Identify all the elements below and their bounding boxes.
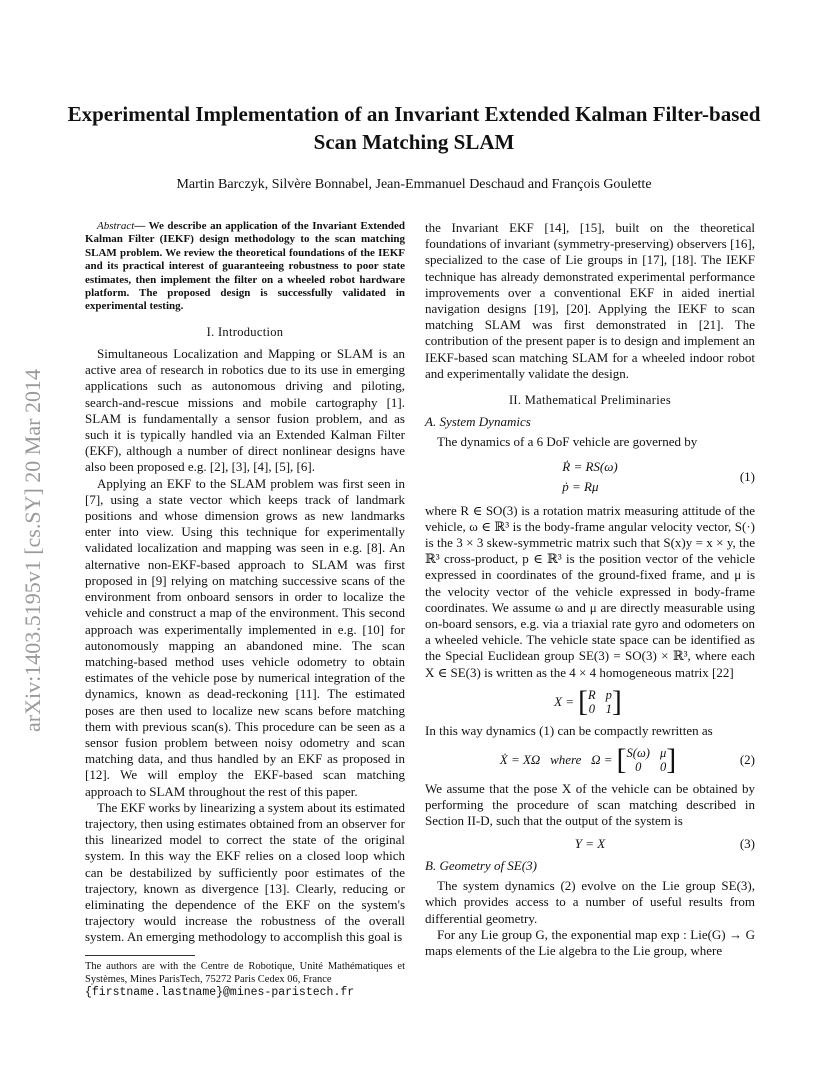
eq3-body: Y = X xyxy=(574,835,606,851)
intro-paragraph-1: Simultaneous Localization and Mapping or SLAM is an active area of research in robotics due to its use in emerging applications such as autonomous driving and piloting, search-and-rescue missions and mobile cartography [1]. SLAM is fundamentally a sensor fusion problem, and as such it is typically handled via an Extended Kalman Filter (EKF), although a number of direct nonlinear designs have also been proposed e.g. [2], [3], [4], [5], [6]. xyxy=(85,346,405,475)
right-paragraph-1: the Invariant EKF [14], [15], built on the theoretical foundations of invariant (symmetry-preserving) observers [16], specialized to the case of Lie groups in [17], [18]. The IEKF technique has already demonstrated experimental performance improvements over a conventional EKF in aided inertial navigation designs [19], [20]. Applying the IEKF to scan matching SLAM was first demonstrated in [21]. The contribution of the present paper is to design and implement an IEKF-based scan matching SLAM for a wheeled indoor robot and experimentally validate the design. xyxy=(425,220,755,381)
math-heading: II. Mathematical Preliminaries xyxy=(508,393,672,408)
omega-matrix-cell: 0 xyxy=(635,760,642,775)
pose-paragraph: We assume that the pose X of the vehicle can be obtained by performing the procedure of scan matching described in Section II-D, such that the output of the system is xyxy=(425,781,755,829)
right-column xyxy=(425,220,755,959)
subsection-b-heading: B. Geometry of SE(3) xyxy=(425,857,537,873)
equation-x-matrix xyxy=(425,684,755,718)
dynamics-paragraph: where R ∈ SO(3) is a rotation matrix measuring attitude of the vehicle, ω ∈ ℝ³ is the body-frame angular velocity vector, S(·) is the 3 × 3 skew-symmetric matrix such that S(x)y = x × y, the ℝ³ cross-product, p ∈ ℝ³ is the position vector of the vehicle expressed in coordinates of the ground-fixed frame, and μ is the velocity vector of the vehicle expressed in body-frame coordinates. We assume ω and μ are directly measurable using on-board sensors, e.g. via a triaxial rate gyro and odometers on a wheeled vehicle. The vehicle state space can be identified as the Special Euclidean group SE(3) = SO(3) × ℝ³, where each X ∈ SE(3) is written as the 4 × 4 homogeneous matrix [22] xyxy=(425,502,755,680)
x-matrix: [ R p 0 1 ] xyxy=(578,684,622,718)
omega-matrix-cell: S(ω) xyxy=(626,746,650,761)
eq2-left: Ẋ = XΩ where Ω = xyxy=(499,751,613,767)
author-list: Martin Barczyk, Silvère Bonnabel, Jean-Emmanuel Deschaud and François Goulette xyxy=(176,177,652,192)
x-matrix-cell: 1 xyxy=(605,701,612,716)
eq3-number: (3) xyxy=(739,835,755,851)
arxiv-stamp xyxy=(18,262,48,732)
eq2-number: (2) xyxy=(739,751,755,767)
left-column xyxy=(85,220,405,946)
intro-paragraph-3: The EKF works by linearizing a system about its estimated trajectory, then using estimates obtained from an observer for this linearized model to correct the state of the original system. In this way the EKF relies on a closed loop which can be destabilized by sufficiently poor estimates of the trajectory, known as divergence [13]. Clearly, reducing or eliminating the dependence of the EKF on the system's trajectory would increase the robustness of the overall system. An emerging methodology to accomplish this goal is xyxy=(85,799,405,945)
equation-1 xyxy=(425,457,755,497)
equation-2 xyxy=(425,745,755,775)
geometry-paragraph-1: The system dynamics (2) evolve on the Lie group SE(3), which provides access to a number of useful results from differential geometry. xyxy=(425,878,755,926)
eq1-line-1: Ṙ = RS(ω) xyxy=(562,458,618,474)
eq1-line-2: ṗ = Rμ xyxy=(562,478,599,494)
x-matrix-cell: 0 xyxy=(588,701,595,716)
dynamics-intro: The dynamics of a 6 DoF vehicle are governed by xyxy=(437,434,698,450)
equation-3 xyxy=(425,836,755,852)
eq1-number: (1) xyxy=(739,468,755,484)
footnote-text: The authors are with the Centre de Robotique, Unité Mathématiques et Systèmes, Mines ParisTech, 75272 Paris Cedex 06, France xyxy=(85,961,405,985)
arxiv-stamp-text: arXiv:1403.5195v1 [cs.SY] 20 Mar 2014 xyxy=(20,369,45,732)
omega-matrix: [ S(ω) μ 0 0 ] xyxy=(616,743,677,777)
dynamics-rewrite: In this way dynamics (1) can be compactly rewritten as xyxy=(425,722,713,738)
x-matrix-label: X = xyxy=(554,693,575,709)
geometry-paragraph-2: For any Lie group G, the exponential map exp : Lie(G) → G maps elements of the Lie algebra to the Lie group, where xyxy=(425,926,755,958)
abstract xyxy=(85,220,405,314)
footnote-rule xyxy=(85,955,195,956)
intro-heading: I. Introduction xyxy=(206,324,284,339)
footnote xyxy=(85,960,405,999)
omega-matrix-cell: μ xyxy=(659,746,667,761)
intro-paragraph-2: Applying an EKF to the SLAM problem was first seen in [7], using a state vector which keeps track of landmark positions and whose dimension grows as new landmarks enter into view. Using this technique for experimentally validated localization and mapping was seen in e.g. [8]. An alternative non-EKF-based approach to SLAM was first proposed in [9] relying on matching successive scans of the environment from onboard sensors in order to localize the vehicle and construct a map of the environment. This second approach was experimentally implemented in e.g. [10] for autonomously mapping an abandoned mine. The scan matching-based method uses vehicle odometry to obtain estimates of the vehicle pose by numerical integration of the dynamics, known as dead-reckoning [11]. The estimated poses are then used to localize new scans before matching them with previous scan(s). This procedure can be seen as a sensor fusion problem between noisy odometry and scan matching data, and thus handled by an EKF as proposed in [12]. We will employ the EKF-based scan matching approach to SLAM throughout the rest of this paper. xyxy=(85,475,405,799)
omega-matrix-cell: 0 xyxy=(659,760,667,775)
footnote-email: {firstname.lastname}@mines-paristech.fr xyxy=(85,986,355,999)
abstract-text: — We describe an application of the Invariant Extended Kalman Filter (IEKF) design methodology to the scan matching SLAM problem. We review the theoretical foundations of the IEKF and its practical interest of guaranteeing robustness to poor state estimates, then implement the filter on a wheeled robot hardware platform. The proposed design is successfully validated in experimental testing. xyxy=(85,220,405,313)
subsection-a-heading: A. System Dynamics xyxy=(425,414,531,430)
abstract-label: Abstract xyxy=(97,220,135,232)
paper-title: Experimental Implementation of an Invariant Extended Kalman Filter-based Scan Matching SLAM xyxy=(67,102,761,154)
x-matrix-cell: R xyxy=(588,687,596,702)
x-matrix-cell: p xyxy=(605,687,612,702)
